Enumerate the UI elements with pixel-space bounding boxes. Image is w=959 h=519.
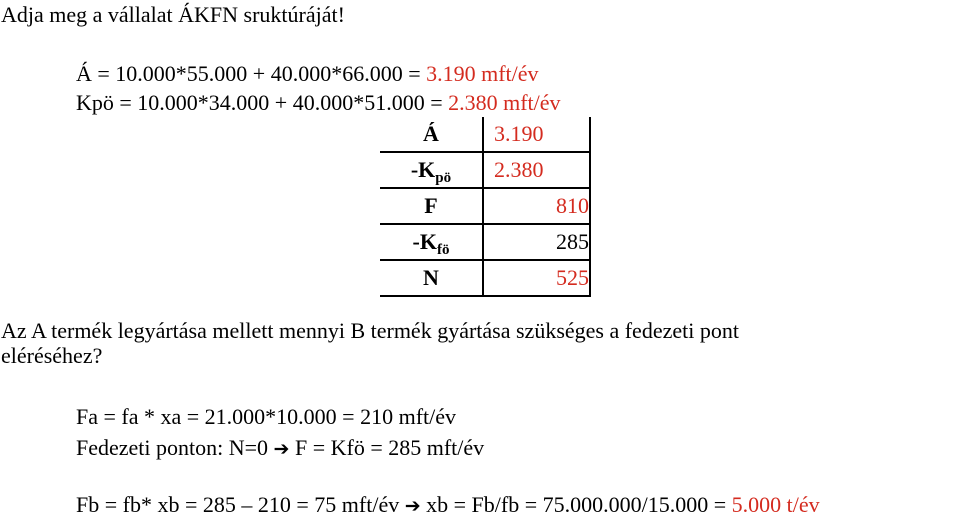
fb-expression: Fb = fb* xb = 285 – 210 = 75 mft/év <box>76 492 405 517</box>
revenue-expression: Á = 10.000*55.000 + 40.000*66.000 = <box>76 61 427 86</box>
cost-calculation <box>76 90 561 116</box>
row-value: 285 <box>483 224 590 260</box>
xb-result-rest: .000 t/év <box>742 492 820 517</box>
akfn-structure-table <box>380 117 591 297</box>
row-value: 3.190 <box>483 117 590 152</box>
row-value: 2.380 <box>483 152 590 188</box>
cost-result-rest: .380 mft/év <box>459 90 561 115</box>
break-even-condition: Fedezeti ponton: N=0 <box>76 435 274 460</box>
revenue-result-rest: .190 mft/év <box>437 61 539 86</box>
row-label: $-K_{pö}$ <box>380 152 483 188</box>
cost-result-lead: 2 <box>448 90 460 115</box>
break-even-statement <box>76 435 484 462</box>
arrow-right-icon: ➔ <box>273 438 290 460</box>
revenue-result-lead: 3 <box>426 61 438 86</box>
cost-expression: Kpö = 10.000*34.000 + 40.000*51.000 = <box>76 90 449 115</box>
table-row <box>380 188 590 224</box>
row-value: 810 <box>483 188 590 224</box>
break-even-result: F = Kfö = 285 mft/év <box>289 435 485 460</box>
row-label: $-K_{fö}$ <box>380 224 483 260</box>
revenue-calculation <box>76 61 539 87</box>
table-row <box>380 224 590 260</box>
table-row <box>380 152 590 188</box>
question-text-continued: eléréséhez? <box>1 343 103 368</box>
question-heading: Adja meg a vállalat ÁKFN sruktúráját! <box>1 2 345 27</box>
xb-result-lead: 5 <box>731 492 743 517</box>
arrow-right-icon: ➔ <box>404 495 421 517</box>
row-label: N <box>380 260 483 296</box>
question-text: Az A termék legyártása mellett mennyi B termék gyártása szükséges a fedezeti pont <box>1 318 739 343</box>
row-value: 525 <box>483 260 590 296</box>
xb-expression: xb = Fb/fb = 75.000.000/15.000 = <box>420 492 732 517</box>
table-row <box>380 117 590 152</box>
row-label: F <box>380 188 483 224</box>
row-label: Á <box>380 117 483 152</box>
fa-calculation: Fa = fa * xa = 21.000*10.000 = 210 mft/év <box>76 404 457 429</box>
table-row <box>380 260 590 296</box>
fb-calculation <box>76 492 820 519</box>
